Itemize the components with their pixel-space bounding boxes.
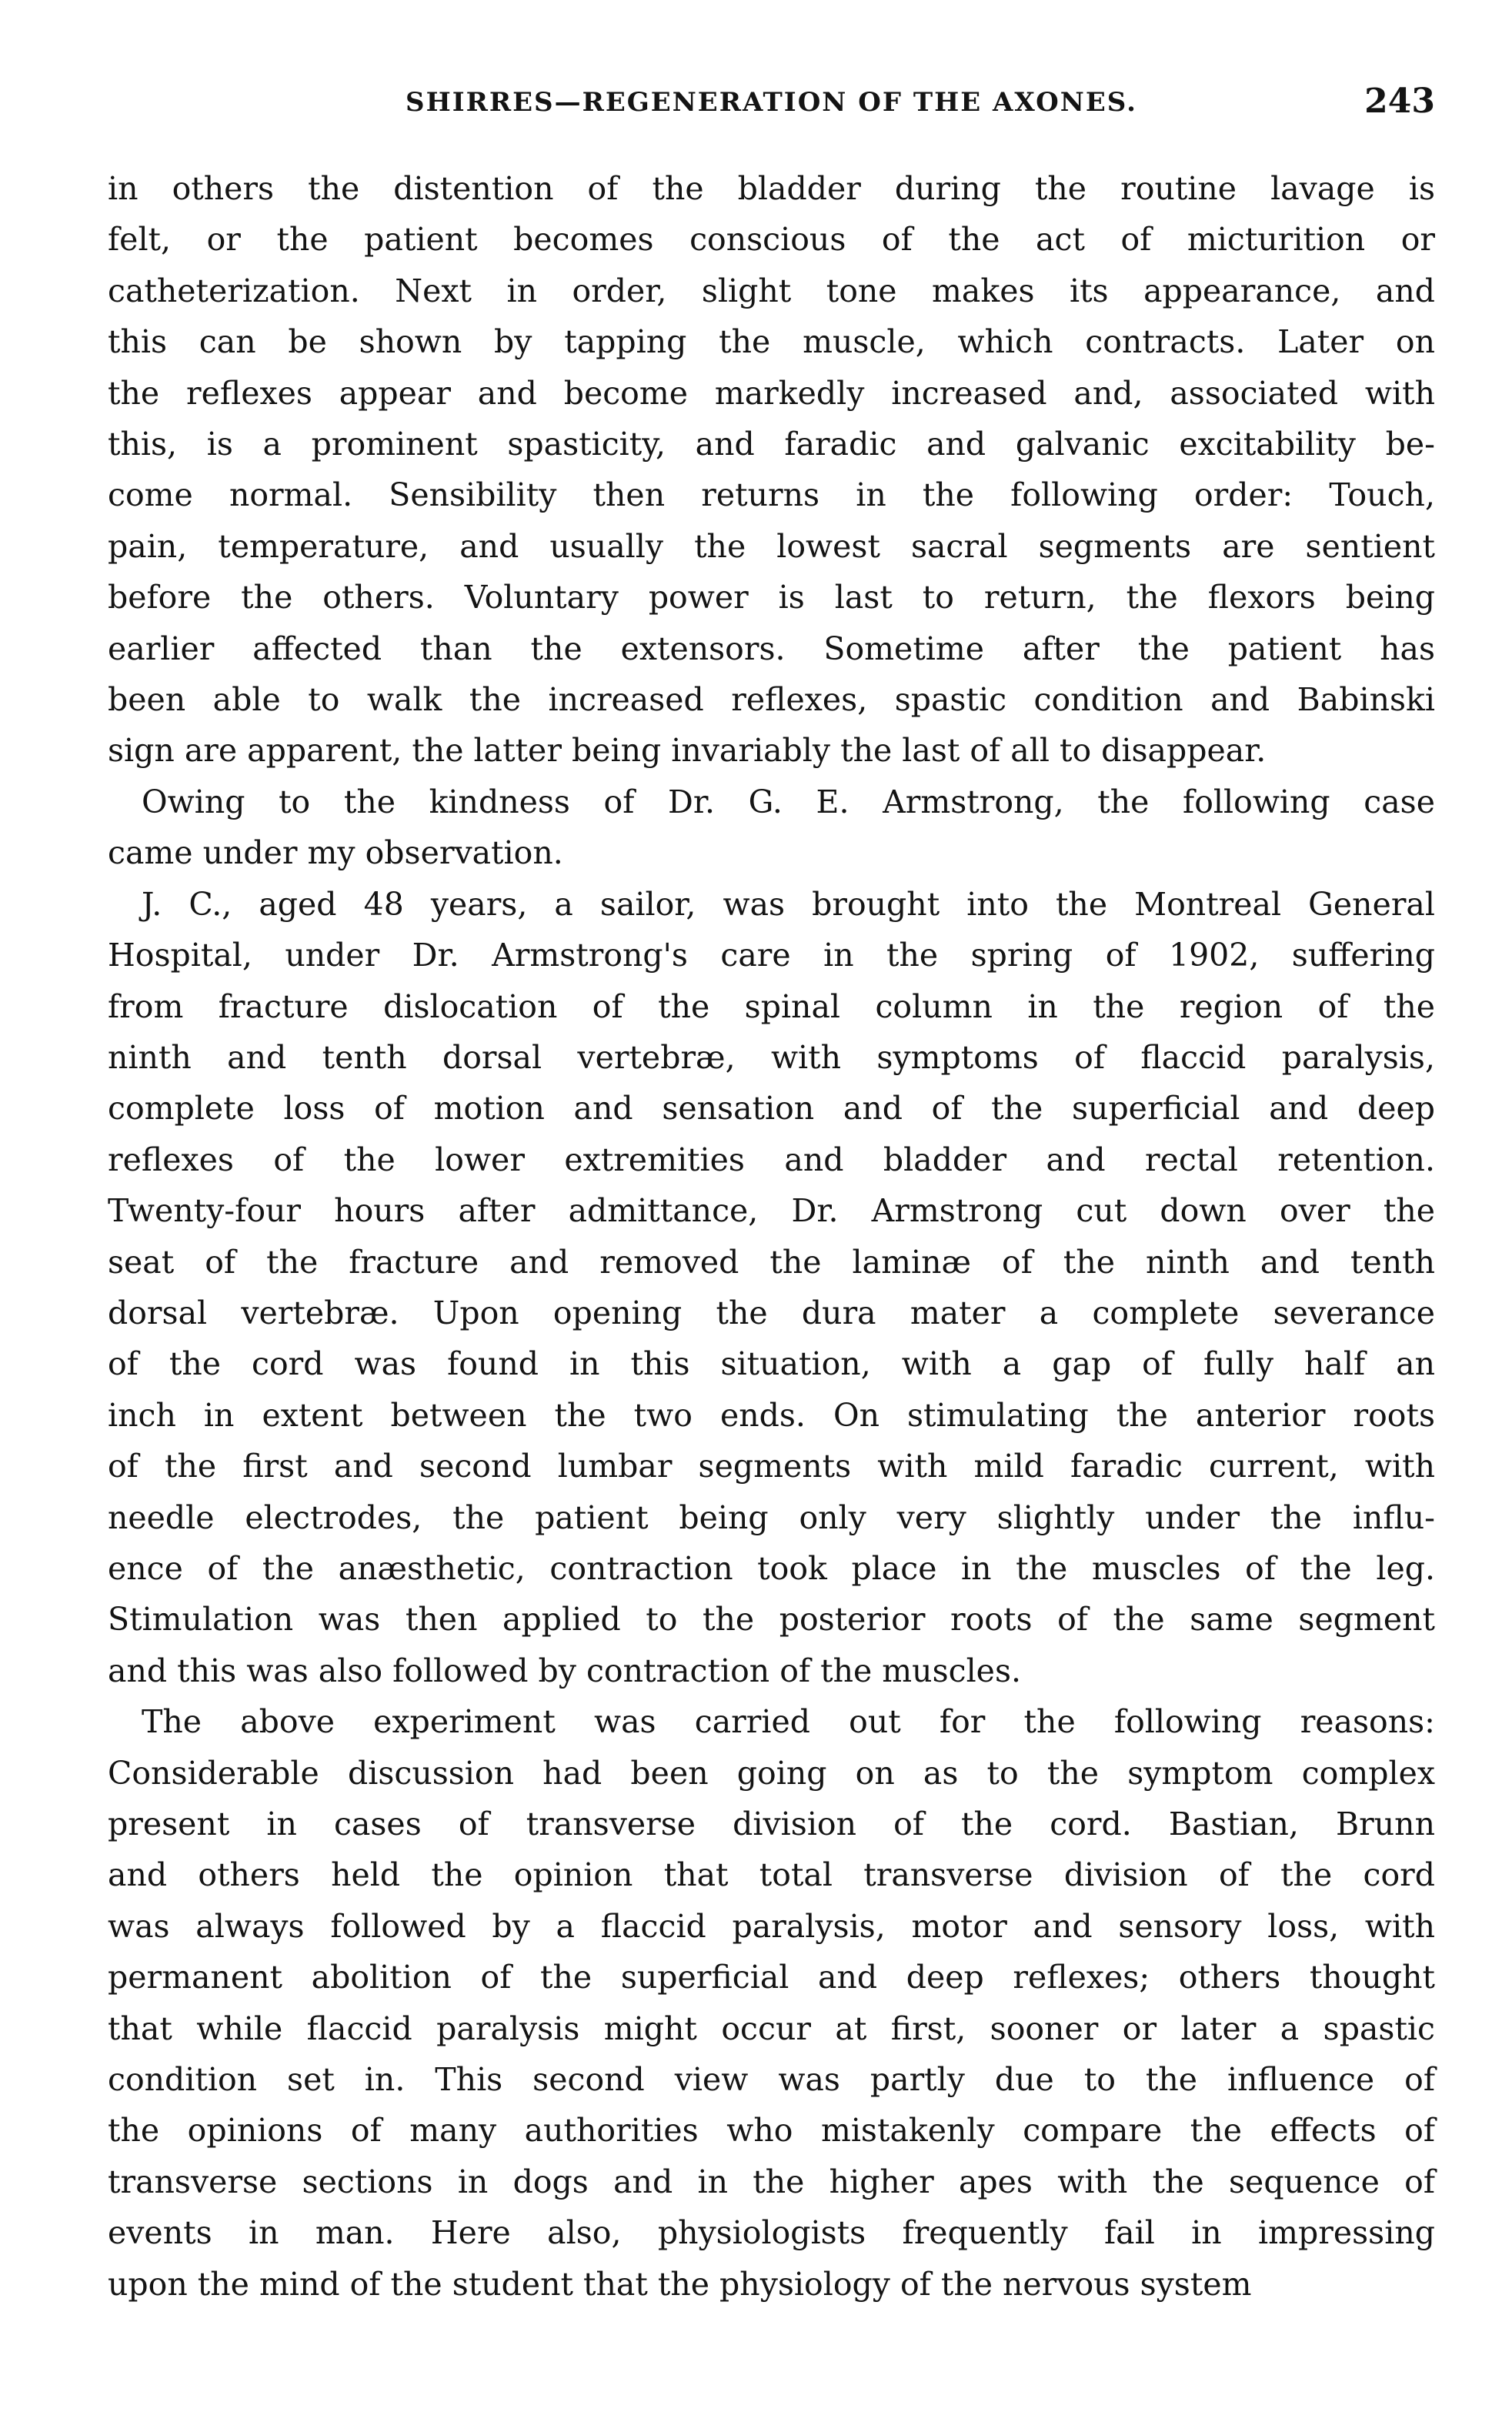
text-line: The above experiment was carried out for the following reasons: — [142, 1703, 1435, 1741]
text-line: Owing to the kindness of Dr. G. E. Armstrong, the following case — [142, 783, 1435, 820]
text-line: catheterization. Next in order, slight tone makes its appearance, and — [108, 272, 1435, 309]
text-line: been able to walk the increased reflexes, spastic condition and Babinski — [108, 681, 1435, 719]
text-line: come normal. Sensibility then returns in the following order: Touch, — [108, 476, 1435, 514]
text-line: this can be shown by tapping the muscle, which contracts. Later on — [108, 323, 1435, 361]
text-line: needle electrodes, the patient being only very slightly under the influ- — [108, 1498, 1435, 1536]
text-line: dorsal vertebræ. Upon opening the dura mater a complete severance — [108, 1294, 1435, 1331]
text-line: in others the distention of the bladder during the routine lavage is — [108, 170, 1435, 207]
text-line: ence of the anæsthetic, contraction took place in the muscles of the leg. — [108, 1549, 1435, 1587]
text-line: transverse sections in dogs and in the higher apes with the sequence of — [108, 2163, 1435, 2200]
text-line: pain, temperature, and usually the lowest sacral segments are sentient — [108, 527, 1435, 565]
paragraph — [108, 163, 1435, 777]
text-line: and others held the opinion that total transverse division of the cord — [108, 1856, 1435, 1894]
text-line: condition set in. This second view was partly due to the influence of — [108, 2061, 1435, 2099]
text-line: present in cases of transverse division of the cord. Bastian, Brunn — [108, 1806, 1435, 1842]
running-head — [108, 83, 1435, 137]
text-line: sign are apparent, the latter being invariably the last of all to disappear. — [108, 732, 1267, 770]
text-line: before the others. Voluntary power is last to return, the flexors being — [108, 579, 1435, 616]
text-line: Twenty-four hours after admittance, Dr. Armstrong cut down over the — [108, 1192, 1435, 1230]
text-line: this, is a prominent spasticity, and faradic and galvanic excitability be- — [108, 426, 1435, 463]
text-line: earlier affected than the extensors. Sometime after the patient has — [108, 630, 1435, 667]
text-line: Stimulation was then applied to the posterior roots of the same segment — [108, 1601, 1435, 1639]
paragraph — [108, 879, 1435, 1697]
text-line: from fracture dislocation of the spinal column in the region of the — [108, 987, 1435, 1025]
text-line: and this was also followed by contraction of the muscles. — [108, 1652, 1022, 1689]
text-line: of the first and second lumbar segments with mild faradic current, with — [108, 1448, 1435, 1485]
text-line: the opinions of many authorities who mistakenly compare the effects of — [108, 2112, 1435, 2150]
text-line: permanent abolition of the superficial and deep reflexes; others thought — [108, 1959, 1435, 1996]
running-title: SHIRRES—REGENERATION OF THE AXONES. — [406, 87, 1137, 118]
text-line: complete loss of motion and sensation and of the superficial and deep — [108, 1090, 1435, 1127]
text-line: of the cord was found in this situation, with a gap of fully half an — [108, 1345, 1435, 1383]
text-line: seat of the fracture and removed the laminæ of the ninth and tenth — [108, 1243, 1435, 1281]
text-line: events in man. Here also, physiologists frequently fail in impressing — [108, 2214, 1435, 2252]
text-line: inch in extent between the two ends. On stimulating the anterior roots — [108, 1396, 1435, 1434]
text-line: ninth and tenth dorsal vertebræ, with symptoms of flaccid paralysis, — [108, 1038, 1435, 1076]
body-text — [108, 163, 1435, 2310]
text-line: was always followed by a flaccid paralysis, motor and sensory loss, with — [108, 1907, 1435, 1945]
page-number: 243 — [1364, 82, 1435, 121]
text-line: the reflexes appear and become markedly increased and, associated with — [108, 374, 1435, 412]
text-line: Hospital, under Dr. Armstrong's care in the spring of 1902, suffering — [108, 937, 1435, 974]
text-line: came under my observation. — [108, 834, 563, 872]
paragraph — [108, 777, 1435, 879]
text-line: upon the mind of the student that the physiology of the nervous system — [108, 2265, 1252, 2303]
text-line: felt, or the patient becomes conscious of the act of micturition or — [108, 221, 1435, 259]
text-line: that while flaccid paralysis might occur at first, sooner or later a spastic — [108, 2009, 1435, 2047]
text-line: Considerable discussion had been going on as to the symptom complex — [108, 1754, 1435, 1792]
text-line: J. C., aged 48 years, a sailor, was brought into the Montreal General — [142, 885, 1435, 923]
text-line: reflexes of the lower extremities and bladder and rectal retention. — [108, 1141, 1435, 1178]
paragraph — [108, 1696, 1435, 2310]
